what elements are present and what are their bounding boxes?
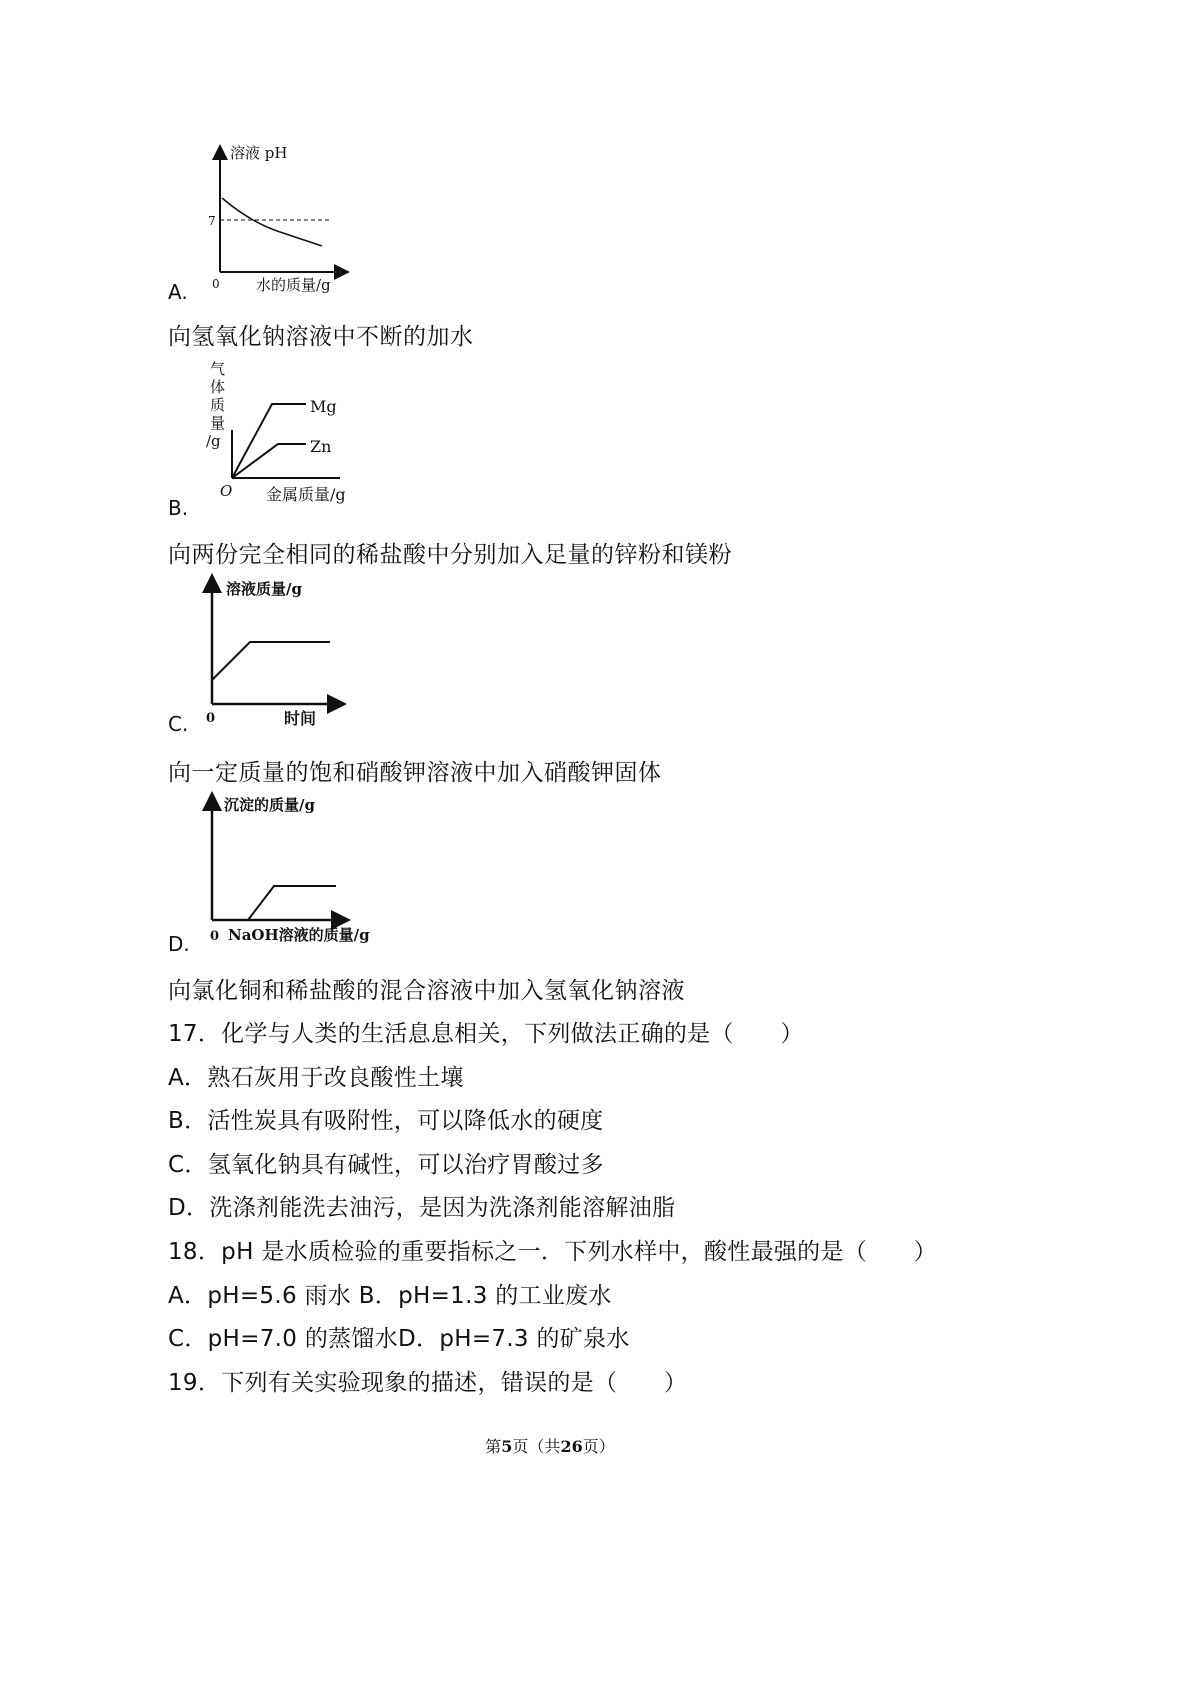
y-axis-label-char: /g (206, 432, 221, 450)
footer-middle: 页（共 (512, 1437, 561, 1456)
y-axis-label: 沉淀的质量/g (224, 796, 315, 814)
option-letter-b: B. (168, 496, 189, 520)
series-mg-line (232, 404, 306, 478)
question-17-option-b: B．活性炭具有吸附性，可以降低水的硬度 (168, 1108, 604, 1134)
x-axis-label: 时间 (284, 709, 317, 728)
option-letter-d: D. (168, 932, 190, 956)
series-solution-mass (212, 642, 330, 680)
series-precipitate-mass (212, 886, 336, 920)
option-letter-a: A. (168, 280, 188, 304)
figure-c-graph (196, 572, 356, 732)
figure-a-caption: 向氢氧化钠溶液中不断的加水 (168, 324, 474, 350)
y-axis-label-char: 量 (210, 414, 226, 432)
y-axis-label: 溶液质量/g (226, 580, 302, 598)
figure-d-caption: 向氯化铜和稀盐酸的混合溶液中加入氢氧化钠溶液 (168, 978, 685, 1004)
question-17-option-c: C．氢氧化钠具有碱性，可以治疗胃酸过多 (168, 1152, 604, 1178)
footer-prefix: 第 (485, 1437, 502, 1456)
question-17-option-d: D．洗涤剂能洗去油污，是因为洗涤剂能溶解油脂 (168, 1195, 676, 1221)
series-ph-curve (222, 198, 322, 246)
x-axis-label: NaOH溶液的质量/g (228, 926, 370, 944)
series-zn-label: Zn (310, 437, 332, 456)
origin-label: O (220, 482, 233, 500)
footer-page-number: 5 (501, 1437, 513, 1456)
footer-suffix: 页） (582, 1437, 615, 1456)
figure-c-caption: 向一定质量的饱和硝酸钾溶液中加入硝酸钾固体 (168, 760, 662, 786)
y-axis-label: 溶液 pH (230, 144, 288, 162)
question-18-stem: 18．pH 是水质检验的重要指标之一．下列水样中，酸性最强的是（ ） (168, 1239, 937, 1265)
x-axis-label: 金属质量/g (266, 485, 346, 504)
figure-d-graph (196, 790, 376, 950)
question-17-option-a: A．熟石灰用于改良酸性土壤 (168, 1065, 464, 1091)
x-axis-label: 水的质量/g (256, 276, 331, 294)
question-18-options-ab: A．pH=5.6 雨水 B．pH=1.3 的工业废水 (168, 1283, 612, 1309)
ref-tick-label: 7 (208, 214, 216, 228)
y-axis-label-char: 质 (210, 396, 226, 414)
question-19-stem: 19．下列有关实验现象的描述，错误的是（ ） (168, 1370, 688, 1396)
y-axis-label-char: 气 (210, 360, 226, 378)
series-mg-label: Mg (310, 397, 337, 416)
origin-label: 0 (206, 711, 216, 726)
series-zn-line (232, 444, 306, 478)
footer-total-pages: 26 (560, 1437, 583, 1456)
figure-b-caption: 向两份完全相同的稀盐酸中分别加入足量的锌粉和镁粉 (168, 542, 732, 568)
figure-a-graph (200, 140, 360, 300)
origin-label: 0 (212, 277, 220, 291)
figure-b-graph (200, 358, 360, 508)
y-axis-label-char: 体 (210, 378, 226, 396)
origin-label: 0 (210, 929, 220, 944)
y-axis-label (206, 360, 225, 450)
question-17-stem: 17．化学与人类的生活息息相关，下列做法正确的是（ ） (168, 1021, 804, 1047)
option-letter-c: C. (168, 712, 189, 736)
question-18-options-cd: C．pH=7.0 的蒸馏水D．pH=7.3 的矿泉水 (168, 1326, 630, 1352)
page-footer (0, 1434, 1100, 1457)
